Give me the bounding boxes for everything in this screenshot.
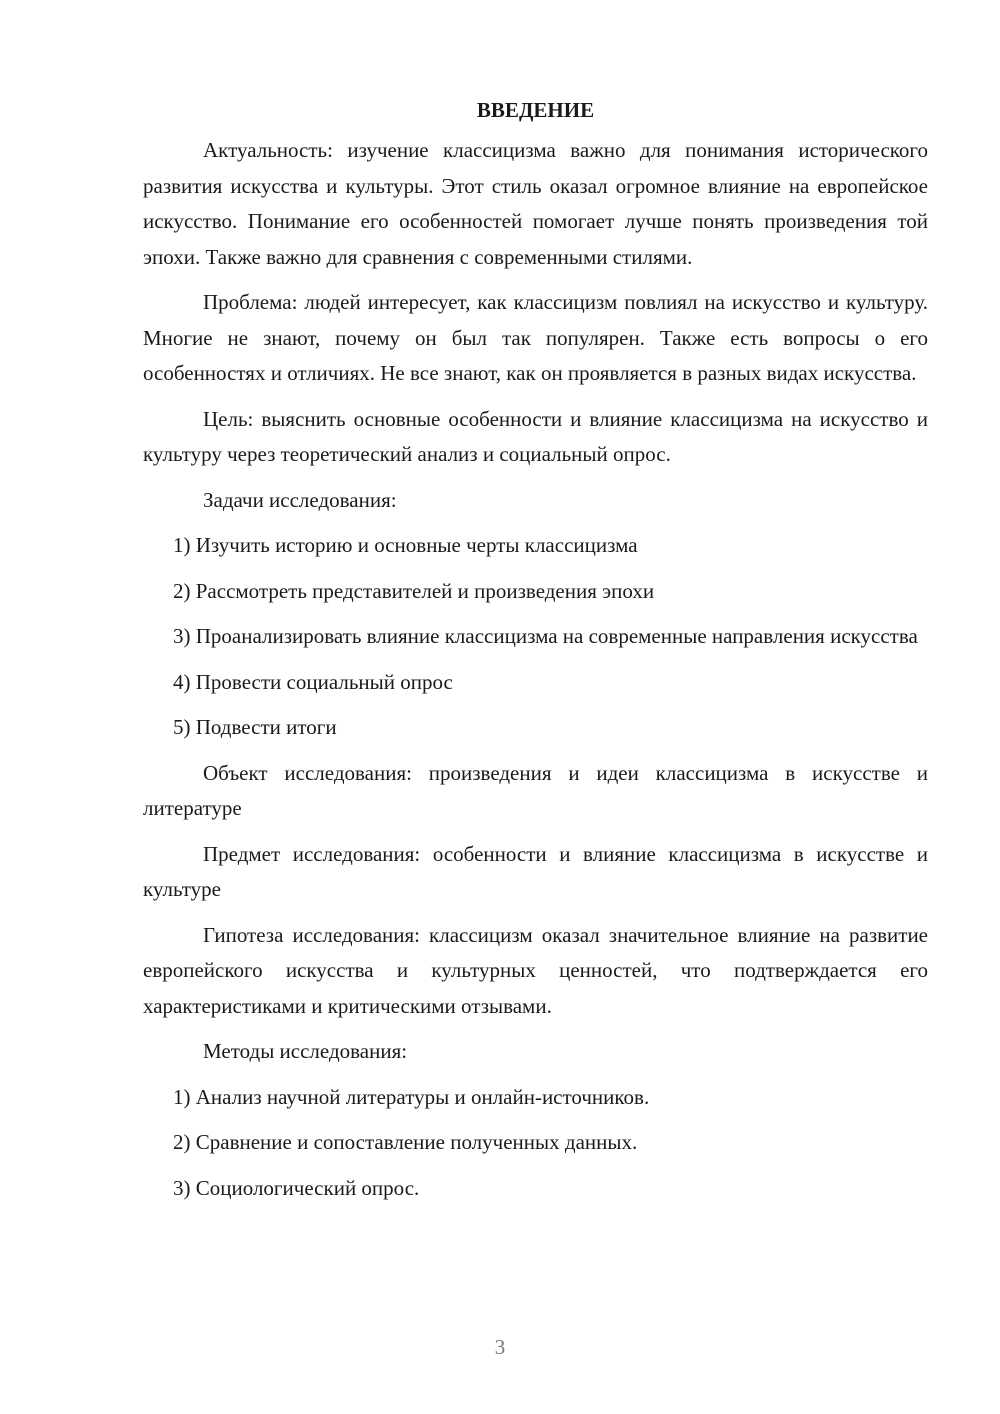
method-item: 1) Анализ научной литературы и онлайн-источников. <box>173 1084 650 1109</box>
method-item: 3) Социологический опрос. <box>173 1175 420 1200</box>
methods-heading: Методы исследования: <box>203 1039 408 1063</box>
problem-paragraph: Проблема: людей интересует, как классицизм повлиял на искусство и культуру. Многие не знают, почему он был так популярен. Также есть вопросы о его особенностях и отличиях. Не все знают, как он проявляется в разных видах искусства. <box>143 290 928 385</box>
page-title: ВВЕДЕНИЕ <box>476 98 595 122</box>
task-item: 5) Подвести итоги <box>173 715 337 739</box>
task-item: 3) Проанализировать влияние классицизма на современные направления искусства <box>173 624 918 648</box>
tasks-heading: Задачи исследования: <box>203 487 397 512</box>
subject-paragraph: Предмет исследования: особенности и влияние классицизма в искусстве и культуре <box>143 841 928 901</box>
method-item: 2) Сравнение и сопоставление полученных данных. <box>173 1130 638 1154</box>
goal-paragraph: Цель: выяснить основные особенности и влияние классицизма на искусство и культуру через теоретический анализ и социальный опрос. <box>143 406 928 466</box>
document-page <box>143 92 928 1216</box>
page-number: 3 <box>494 1335 506 1359</box>
hypothesis-paragraph: Гипотеза исследования: классицизм оказал значительное влияние на развитие европейского искусства и культурных ценностей, что подтверждается его характеристиками и критическими отзывами. <box>143 922 928 1018</box>
relevance-paragraph: Актуальность: изучение классицизма важно для понимания исторического развития искусства и культуры. Этот стиль оказал огромное влияние на европейское искусство. Понимание его особенностей помогает лучше понять произведения той эпохи. Также важно для сравнения с современными стилями. <box>143 138 928 269</box>
task-item: 1) Изучить историю и основные черты классицизма <box>173 533 638 557</box>
task-item: 2) Рассмотреть представителей и произведения эпохи <box>173 578 655 603</box>
task-item: 4) Провести социальный опрос <box>173 669 453 694</box>
object-paragraph: Объект исследования: произведения и идеи классицизма в искусстве и литературе <box>143 760 928 820</box>
